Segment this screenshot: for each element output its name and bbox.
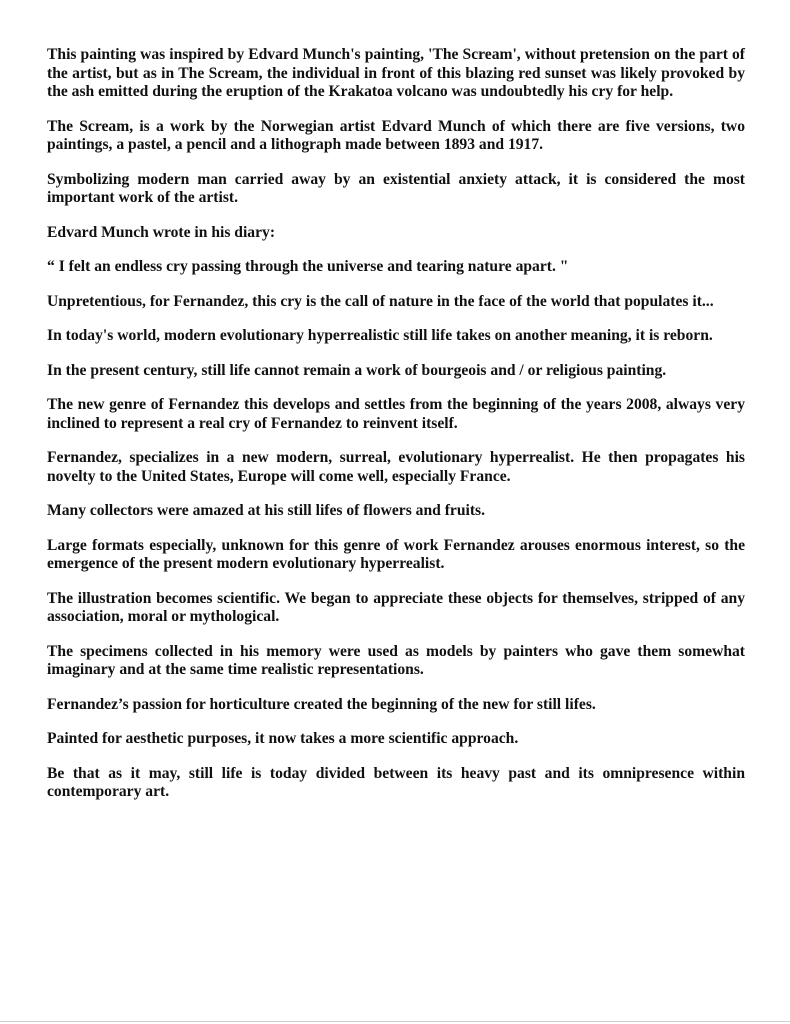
paragraph-diary-intro: Edvard Munch wrote in his diary: (47, 223, 276, 241)
paragraph-aesthetic: Painted for aesthetic purposes, it now takes a more scientific approach. (47, 730, 519, 747)
paragraph-inspiration: This painting was inspired by Edvard Munch's painting, 'The Scream', without pretension on the part of the artist, but as in The Scream, the individual in front of this blazing red sunset was likely provoked by the ash emitted during the eruption of the Krakatoa volcano was undoubtedly his cry for help. (47, 46, 745, 100)
paragraph-new-genre: The new genre of Fernandez this develops and settles from the beginning of the years 2008, always very inclined to represent a real cry of Fernandez to reinvent itself. (47, 396, 745, 432)
paragraph-symbolizing: Symbolizing modern man carried away by an existential anxiety attack, it is considered the most important work of the artist. (47, 170, 745, 206)
paragraph-illustration: The illustration becomes scientific. We began to appreciate these objects for themselves, stripped of any association, moral or mythological. (47, 589, 745, 625)
paragraph-large-formats: Large formats especially, unknown for this genre of work Fernandez arouses enormous interest, so the emergence of the present modern evolutionary hyperrealist. (47, 536, 745, 572)
paragraph-todays-world: In today's world, modern evolutionary hyperrealistic still life takes on another meaning, it is reborn. (47, 327, 713, 344)
paragraph-collectors: Many collectors were amazed at his still lifes of flowers and fruits. (47, 502, 485, 519)
paragraph-the-scream: The Scream, is a work by the Norwegian artist Edvard Munch of which there are five versions, two paintings, a pastel, a pencil and a lithograph made between 1893 and 1917. (47, 117, 745, 153)
paragraph-unpretentious: Unpretentious, for Fernandez, this cry is the call of nature in the face of the world that populates it... (47, 292, 714, 310)
paragraph-be-that-as-it-may: Be that as it may, still life is today divided between its heavy past and its omnipresence within contemporary art. (47, 764, 745, 800)
paragraph-diary-quote: “ I felt an endless cry passing through the universe and tearing nature apart. " (47, 258, 569, 275)
paragraph-present-century: In the present century, still life cannot remain a work of bourgeois and / or religious painting. (47, 361, 667, 379)
paragraph-horticulture: Fernandez’s passion for horticulture created the beginning of the new for still lifes. (47, 695, 596, 713)
page-bottom-divider (0, 1021, 790, 1022)
paragraph-specializes: Fernandez, specializes in a new modern, surreal, evolutionary hyperrealist. He then propagates his novelty to the United States, Europe will come well, especially France. (47, 449, 745, 485)
paragraph-specimens: The specimens collected in his memory were used as models by painters who gave them somewhat imaginary and at the same time realistic representations. (47, 642, 745, 678)
document-page (47, 46, 745, 818)
